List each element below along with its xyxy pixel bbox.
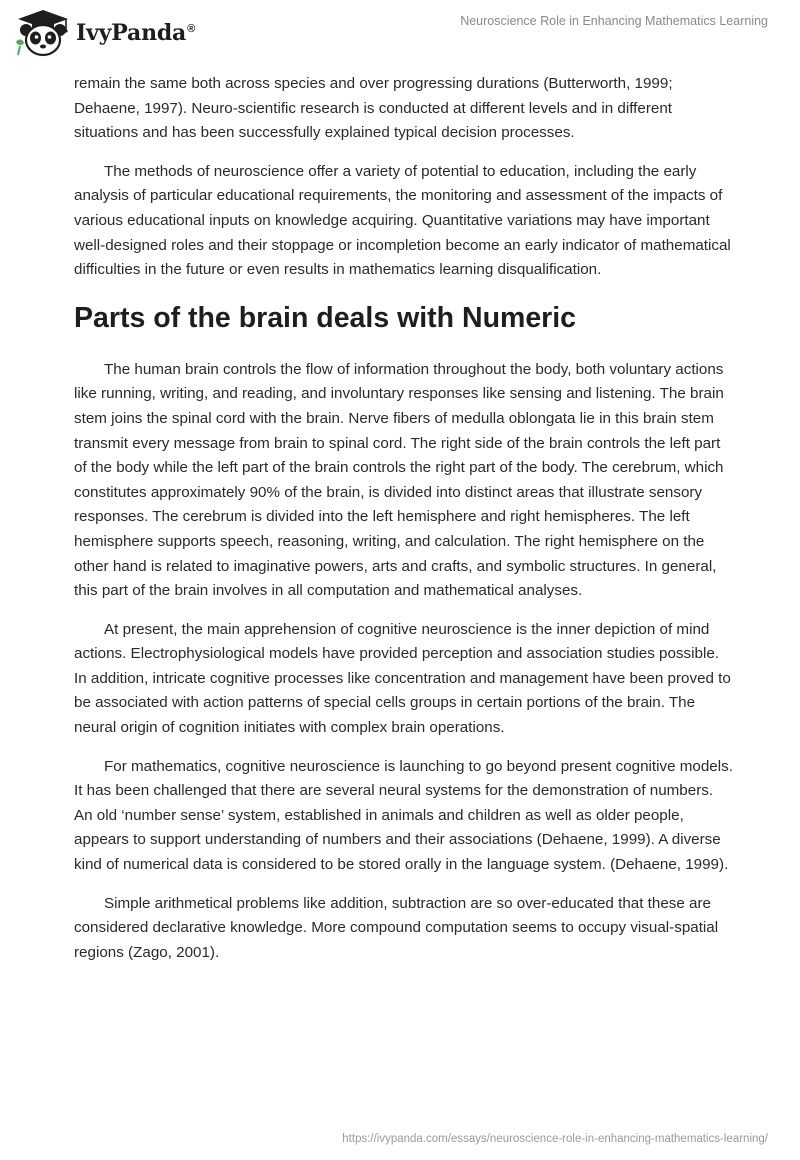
brand-logo-link[interactable] [14,8,195,58]
registered-mark: ® [187,22,196,35]
paragraph-continued: remain the same both across species and over progressing durations (Butterworth, 1999; Dehaene, 1997). Neuro-scientific research is conducted at different levels and in different situations and has been successfully explained typical decision processes. [74,75,673,142]
paragraph-present: At present, the main apprehension of cognitive neuroscience is the inner depiction of mind actions. Electrophysiological models have provided perception and association studies possible. In addition, intricate cognitive processes like concentration and management have been proved to be associated with action patterns of special cells groups in certain portions of the brain. The neural origin of cognition initiates with complex brain operations. [74,620,731,737]
panda-graduate-icon [14,8,72,58]
paragraph-brain: The human brain controls the flow of information throughout the body, both voluntary actions like running, writing, and reading, and involuntary responses like sensing and listening. The brain stem joins the spinal cord with the brain. Nerve fibers of medulla oblongata lie in this brain stem transmit every message from brain to spinal cord. The right side of the brain controls the left part of the body while the left part of the brain controls the right part of the body. The cerebrum, which constitutes approximately 90% of the brain, is divided into distinct areas that illustrate sensory responses. The cerebrum is divided into the left hemisphere and right hemispheres. The left hemisphere supports speech, reasoning, writing, and calculation. The right hemisphere on the other hand is related to imaginative powers, arts and crafts, and symbolic structures. In general, this part of the brain involves in all computation and mathematical analyses. [74,360,724,600]
brand-name: IvyPanda® [76,20,196,46]
section-heading: Parts of the brain deals with Numeric [74,301,577,334]
source-url-link[interactable]: https://ivypanda.com/essays/neuroscience-role-in-enhancing-mathematics-learning/ [342,1133,768,1145]
paragraph-methods: The methods of neuroscience offer a variety of potential to education, including the early analysis of particular educational requirements, the monitoring and assessment of the impacts of various educational inputs on knowledge acquiring. Quantitative variations may have important well-designed roles and their stoppage or incompletion become an early indicator of mathematical difficulties in the future or even results in mathematics learning disqualification. [74,162,731,279]
paragraph-mathematics: For mathematics, cognitive neuroscience is launching to go beyond present cognitive models. It has been challenged that there are several neural systems for the demonstration of numbers. An old ‘number sense’ system, established in animals and children as well as older people, appears to support understanding of numbers and their associations (Dehaene, 1999). A diverse kind of numerical data is considered to be stored orally in the language system. (Dehaene, 1999). [74,757,733,874]
essay-body [74,72,734,979]
document-title: Neuroscience Role in Enhancing Mathematics Learning [460,14,768,28]
paragraph-simple-arithmetic: Simple arithmetical problems like addition, subtraction are so over-educated that these are considered declarative knowledge. More compound computation seems to occupy visual-spatial regions (Zago, 2001). [74,894,719,961]
page-header [0,0,800,70]
